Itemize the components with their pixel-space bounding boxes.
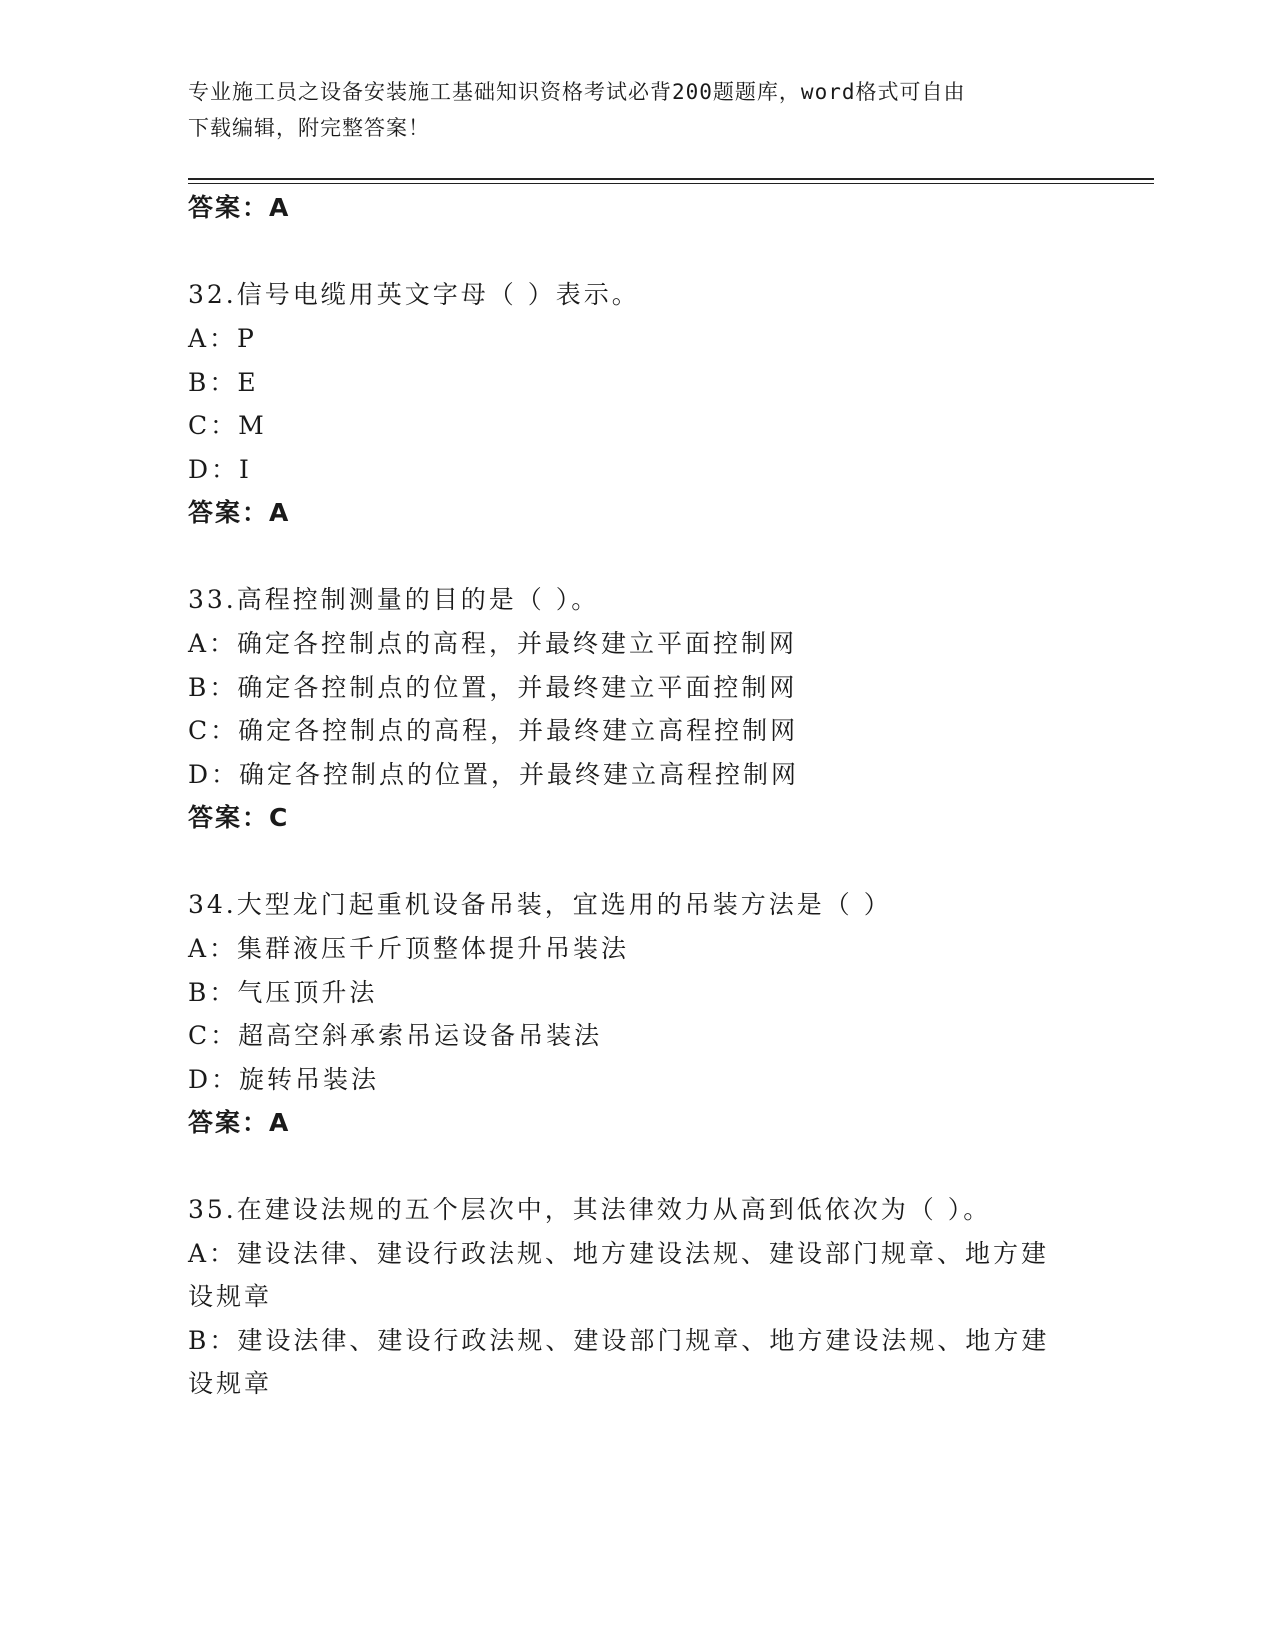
- question-33-option-c: C：确定各控制点的高程，并最终建立高程控制网: [188, 716, 799, 745]
- question-32-answer: 答案：A: [188, 498, 291, 527]
- question-34-stem: 34.大型龙门起重机设备吊装，宜选用的吊装方法是（ ）: [188, 890, 892, 919]
- question-33-stem: 33.高程控制测量的目的是（ ）。: [188, 585, 600, 614]
- question-34-option-b: B：气压顶升法: [188, 978, 378, 1007]
- question-33-option-b: B：确定各控制点的位置，并最终建立平面控制网: [188, 673, 798, 702]
- question-34-option-d: D：旋转吊装法: [188, 1065, 380, 1094]
- question-35-option-a-line1: A：建设法律、建设行政法规、地方建设法规、建设部门规章、地方建: [188, 1239, 1050, 1268]
- question-33-answer: 答案：C: [188, 803, 290, 832]
- header-rule-thin: [188, 183, 1154, 184]
- question-32-option-b: B：E: [188, 368, 259, 397]
- document-header: [188, 74, 1068, 146]
- question-32-stem: 32.信号电缆用英文字母（ ）表示。: [188, 280, 640, 309]
- question-34-option-a: A：集群液压千斤顶整体提升吊装法: [188, 934, 630, 963]
- header-rule-thick: [188, 178, 1154, 180]
- header-line-1: 专业施工员之设备安装施工基础知识资格考试必背200题题库，word格式可自由: [188, 80, 966, 104]
- question-34-option-c: C：超高空斜承索吊运设备吊装法: [188, 1021, 603, 1050]
- question-35-option-b-line1: B：建设法律、建设行政法规、建设部门规章、地方建设法规、地方建: [188, 1326, 1050, 1355]
- question-33-option-a: A：确定各控制点的高程，并最终建立平面控制网: [188, 629, 798, 658]
- answer-line-prev: 答案：A: [188, 193, 291, 222]
- question-32-option-a: A：P: [188, 324, 257, 353]
- question-35-option-b-line2: 设规章: [188, 1369, 273, 1398]
- question-32-option-c: C：M: [188, 411, 267, 440]
- question-32-option-d: D：I: [188, 455, 252, 484]
- question-34-answer: 答案：A: [188, 1108, 291, 1137]
- question-33-option-d: D：确定各控制点的位置，并最终建立高程控制网: [188, 760, 800, 789]
- question-35-stem: 35.在建设法规的五个层次中，其法律效力从高到低依次为（ ）。: [188, 1195, 992, 1224]
- header-line-2: 下载编辑，附完整答案！: [188, 116, 430, 140]
- question-35-option-a-line2: 设规章: [188, 1282, 273, 1311]
